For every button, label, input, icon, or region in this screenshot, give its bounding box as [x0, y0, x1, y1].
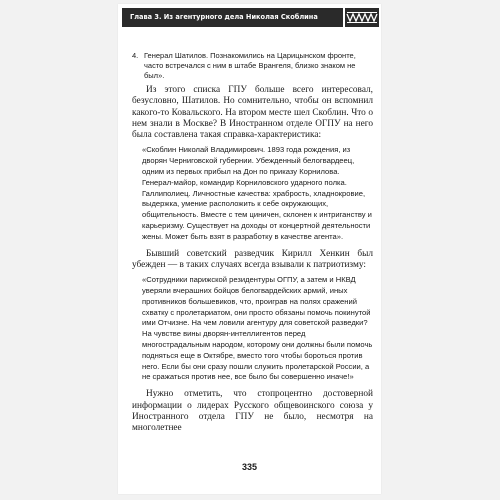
footnote-number: 4.: [132, 51, 139, 60]
quote-1: «Скоблин Николай Владимирович. 1893 года рождения, из дворян Черниговской губернии. Убежденный белогвардеец, одним из первых прибыл на Дон по приказу Корнилова. Генерал-майор, командир Корниловского ударного полка. Галлиполиец. Личностные качества: храбрость, хладнокровие, выдержка, умение расположить к себе окружающих, общительность. Вместе с тем циничен, склонен к интриганству и карьеризму. Существует на доходы от концертной деятельности жены. Может быть взят в разработку в качестве агента».: [142, 145, 372, 241]
paragraph-3: Нужно отметить, что стопроцентно достоверной информации о лидерах Русского общевоинского союза у Иностранного отдела ГПУ не было, несмотря на многолетнее: [132, 389, 373, 434]
paragraph-2: Бывший советский разведчик Кирилл Хенкин был убежден — в таких случаях всегда взывали к патриотизму:: [132, 248, 373, 270]
page-body: [132, 51, 373, 438]
quote-2: «Сотрудники парижской резидентуры ОГПУ, а затем и НКВД уверяли вчерашних бойцов белогвардейских армий, иных противников большевиков, что, проиграв на полях сражений схватку с пролетариатом, они просто обязаны помочь покинутой ими Отчизне. На чем ловили агентуру для советской разведки? На чувстве вины дворян-интеллигентов перед многострадальным народом, которому они должны были помочь подняться еще в Октябре, вместо того чтобы бороться против него. Если бы они сразу пошли служить пролетарской России, а не сражаться против нее, все было бы совершенно иначе!»: [142, 275, 373, 382]
footnote-text: Генерал Шатилов. Познакомились на Царицынском фронте, часто встречался с ним в штабе Врангеля, близко знаком не был».: [144, 51, 356, 80]
footnote: [132, 51, 373, 81]
ornament-icon: [345, 8, 379, 27]
paragraph-1: Из этого списка ГПУ больше всего интересовал, безусловно, Шатилов. Но сомнительно, чтобы он вспомнил какого-то Ковальского. На втором месте шел Скоблин. Что о нем знали в Москве? В Иностранном отделе ОГПУ на него была составлена такая справка-характеристика:: [132, 85, 373, 141]
book-page: [118, 4, 381, 494]
chapter-header: Глава 3. Из агентурного дела Николая Скоблина: [122, 8, 343, 27]
page-number: 335: [241, 462, 258, 472]
